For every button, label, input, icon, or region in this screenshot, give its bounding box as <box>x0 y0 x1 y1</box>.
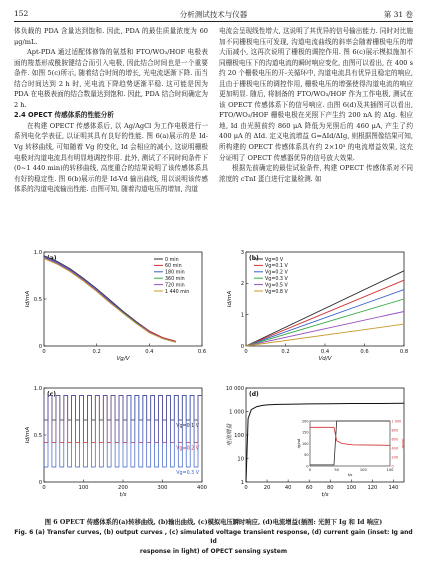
panel-b-x-tick-label: 0.8 <box>399 349 409 355</box>
panel-d-inset-x-label: t/s <box>347 472 353 477</box>
page-number: 152 <box>14 9 29 18</box>
panel-d-inset-left-tick-label: 100 <box>302 441 309 446</box>
panel-a-legend-label: 720 min <box>165 283 185 289</box>
panel-a-x-tick-label: 0.2 <box>92 349 101 355</box>
panel-b-legend-label: Vg=0.5 V <box>265 283 288 289</box>
panel-a-legend-label: 60 min <box>165 264 182 270</box>
panel-c-series-label: Vg=0.2 V <box>176 446 199 452</box>
panel-d-inset-right-tick-label: 400 <box>391 446 398 451</box>
panel-d-x-axis-label: t/s <box>321 492 329 498</box>
panel-c-y-tick-label: 0 <box>38 479 42 486</box>
caption-zh: 图 6 OPECT 传感体系的(a)转移曲线, (b)输出曲线, (c)模拟电压瞬时响应, (d)电流增益(插图: 光照下 Ig 和 Id 响应) <box>44 519 383 526</box>
panel-b-y-tick-label: 1 <box>240 312 244 319</box>
volume-label: 第 31 卷 <box>383 10 413 19</box>
panel-b-legend-label: Vg=0.1 V <box>265 264 288 270</box>
panel-c-y-tick-label: 0.5 <box>33 432 42 439</box>
panel-d-inset-right-tick-label: 0 <box>391 464 394 469</box>
panel-d-x-tick-label: 40 <box>284 485 292 491</box>
panel-c-x-tick-label: 200 <box>118 485 128 491</box>
paragraph: 体负载的 PDA 含量达到饱和. 因此, PDA 的最佳质量浓度为 60 μg/mL. <box>14 27 208 46</box>
paragraph: 根据先前确定的最佳试验条件, 构建 OPECT 传感体系对不同浓度的 cTnI 蛋白进行定量检测. 如 <box>219 164 413 183</box>
panel-b-legend-label: Vg=0 V <box>265 257 284 263</box>
panel-a <box>25 250 206 362</box>
panel-b <box>227 250 408 362</box>
journal-title: 分析测试技术与仪器 <box>179 10 248 19</box>
panel-b-series-line <box>246 299 404 346</box>
panel-c-x-tick-label: 400 <box>197 485 207 491</box>
panel-c-y-tick-label: 1.0 <box>33 385 42 392</box>
panel-d-inset-right-label: Id/μA <box>401 438 406 449</box>
panel-d-y-tick-label: 10 <box>237 456 244 463</box>
panel-b-x-tick-label: 0.4 <box>320 349 330 355</box>
left-column <box>14 26 208 195</box>
panel-c-series-label: Vg=0.1 V <box>176 423 199 429</box>
panel-d-inset-left-tick-label: 150 <box>302 430 309 435</box>
panel-a-panel-label: (a) <box>47 255 57 262</box>
panel-c-x-axis-label: t/s <box>119 492 127 498</box>
caption-en-line1: Fig. 6 (a) Transfer curves, (b) output curves , (c) simulated voltage transient response, (d) current gain (inset: Ig and Id <box>14 528 413 546</box>
panel-c <box>25 386 207 498</box>
panel-d-inset-left-tick-label: 50 <box>304 453 309 458</box>
panel-d-inset-right-tick-label: 1 000 <box>391 419 402 424</box>
page-header <box>14 9 413 21</box>
panel-d-inset-x-tick-label: 100 <box>359 468 367 472</box>
panel-d-y-tick-label: 1 000 <box>229 409 244 416</box>
panel-a-legend-label: 0 min <box>165 257 179 263</box>
paragraph: Apt-PDA 通过适配体修饰的氨基和 FTO/WO₃/HOF 电极表面的羧基形成酰胺键结合而引入电极, 因此结合时间也是一个重要条件. 如图 5(c)所示, 随着结合时间的增长, 光电流逐渐下降. 而当结合时间达到 2 h 时, 光电流下降趋势逐渐平稳. 这可能是因为 PDA 在电极表面的结合数量达到饱和. 因此, PDA 结合时间确定为 2 h. <box>14 48 208 109</box>
panel-b-x-tick-label: 0 <box>244 349 248 355</box>
panel-d-x-tick-label: 20 <box>263 485 271 491</box>
panel-d-inset-x-tick-label: 50 <box>334 468 339 472</box>
panel-b-y-tick-label: 0 <box>240 343 244 350</box>
paragraph: 在构建 OPECT 传感体系后, 以 Ag/AgCl 为工作电极进行一系列电化学表征, 以证明其具有良好的性能. 图 6(a)展示的是 Id-Vg 转移曲线, 可知随着 Vg 的变化, Id 会相应的减小, 这说明栅极电极对沟道电流具有明显地调控作用. 此外, 测试了不同时间条件下(0~1 440 min)的转移曲线, 高度重合的结果说明了该传感体系具有好的稳定性. 图 6(b)展示的是 Id-Vd 输出曲线, 用以说明该传感体系的沟道电流输出性能. 由图可知, 随着沟道电压的增加, 沟道 <box>14 121 208 194</box>
panel-d-inset-left-tick-label: 200 <box>302 419 309 424</box>
panel-a-y-axis-label: Id/mA <box>25 290 31 308</box>
panel-d-inset-x-tick-label: 150 <box>386 468 394 472</box>
panel-a-y-tick-label: 0 <box>38 343 42 350</box>
panel-c-panel-label: (c) <box>47 391 57 398</box>
panel-c-x-tick-label: 100 <box>78 485 89 491</box>
panel-b-x-tick-label: 0.2 <box>281 349 290 355</box>
panel-a-series-line <box>44 256 176 341</box>
panel-b-panel-label: (b) <box>249 255 259 262</box>
panel-a-legend-label: 180 min <box>165 270 185 276</box>
panel-c-y-axis-label: Id/mA <box>25 426 31 444</box>
panel-d-inset-left-tick-label: 0 <box>306 464 309 469</box>
panel-c-x-tick-label: 0 <box>42 485 46 491</box>
panel-d-panel-label: (d) <box>249 391 259 398</box>
panel-c-series-label: Vg=0.3 V <box>176 470 199 476</box>
panel-a-legend-label: 1 440 min <box>165 289 190 295</box>
panel-d-x-tick-label: 0 <box>244 485 248 491</box>
panel-d-inset-left-label: Ig/nA <box>296 438 301 449</box>
panel-b-series-line <box>246 290 404 346</box>
panel-d-inset-x-tick-label: 0 <box>308 468 312 472</box>
panel-a-x-axis-label: Vg/V <box>116 356 130 362</box>
panel-a-legend-label: 360 min <box>165 277 185 282</box>
panel-a-y-tick-label: 1.0 <box>33 249 42 256</box>
panel-b-series-line <box>246 312 404 347</box>
panel-b-legend-label: Vg=0.3 V <box>265 277 288 282</box>
panel-a-series-line <box>44 257 176 342</box>
panel-d-y-axis-label: 电流增益 <box>227 423 233 447</box>
panel-d-x-tick-label: 80 <box>326 485 334 491</box>
header-rule <box>14 21 413 22</box>
panel-c-x-tick-label: 300 <box>157 485 168 491</box>
caption-en-line2: response in light) of OPECT sensing system <box>139 547 288 555</box>
panel-d-x-tick-label: 140 <box>388 485 399 491</box>
right-column <box>219 26 413 184</box>
paragraph: 电流会呈现线性增大, 这说明了其优异的信号输出能力. 同时对比施加不同栅极电压可发现, 沟道电流曲线的斜率会随着栅极电压的增大而减小, 这再次说明了栅极的调控作用. 图 6(c)展示模拟施加不同栅极电压下的沟道电流的瞬时响应变化, 由图可以看出, 在 400 s 约 20 个栅极电压的开-关循环中, 沟道电流具有优异且稳定的响应, 且由于栅极电压的调控作用, 栅极电压的增强使得沟道电流的响应更加明显. 随后, 将制备的 FTO/WO₃/HOF 作为工作电极, 测试在该 OPECT 传感体系下的信号响应. 由图 6(d)及其插图可以看出, FTO/WO₃/HOF 栅极电极在光照下产生约 200 nA 的 ΔIg. 相应地, Id 由光照前约 860 μA 降低为光照后的 460 μA, 产生了约 400 μA 的 ΔId. 定义电流增益 G=ΔId/ΔIg, 则根据图像结果可知, 所构建的 OPECT 传感体系具有约 2×10³ 的电流增益效果, 这充分证明了 OPECT 传感器优异的信号放大效果. <box>219 27 413 162</box>
panel-d-inset-right-tick-label: 800 <box>391 428 398 433</box>
panel-a-x-tick-label: 0.4 <box>145 349 154 355</box>
panel-a-x-tick-label: 0.6 <box>197 349 207 355</box>
panel-d-x-tick-label: 120 <box>367 485 378 491</box>
panel-d-x-tick-label: 60 <box>305 485 313 491</box>
panel-b-legend-label: Vg=0.8 V <box>265 289 288 295</box>
panel-d-x-tick-label: 100 <box>346 485 357 491</box>
panel-d-y-tick-label: 10 000 <box>225 385 244 392</box>
figure-caption <box>14 518 413 556</box>
section-heading: 2.4 OPECT 传感体系的性能分析 <box>14 111 114 120</box>
panel-b-x-tick-label: 0.6 <box>360 349 369 355</box>
panel-d-y-tick-label: 100 <box>234 432 244 439</box>
figure-6 <box>14 244 413 512</box>
panel-c-series-line <box>44 396 202 468</box>
panel-d <box>226 386 406 498</box>
panel-d-y-tick-label: 1 <box>240 479 244 486</box>
figure-6-plots <box>14 244 413 512</box>
panel-b-y-axis-label: Id/mA <box>227 290 233 308</box>
panel-d-inset-right-tick-label: 200 <box>391 455 398 460</box>
panel-d-inset-right-tick-label: 600 <box>391 437 398 442</box>
panel-b-x-axis-label: Vd/V <box>318 356 332 362</box>
panel-b-legend-label: Vg=0.2 V <box>265 270 288 276</box>
panel-a-x-tick-label: 0 <box>42 349 46 355</box>
panel-a-y-tick-label: 0.5 <box>33 296 42 303</box>
panel-b-y-tick-label: 2 <box>240 281 244 288</box>
panel-b-y-tick-label: 3 <box>240 249 244 256</box>
panel-d-inset-frame <box>310 421 390 466</box>
